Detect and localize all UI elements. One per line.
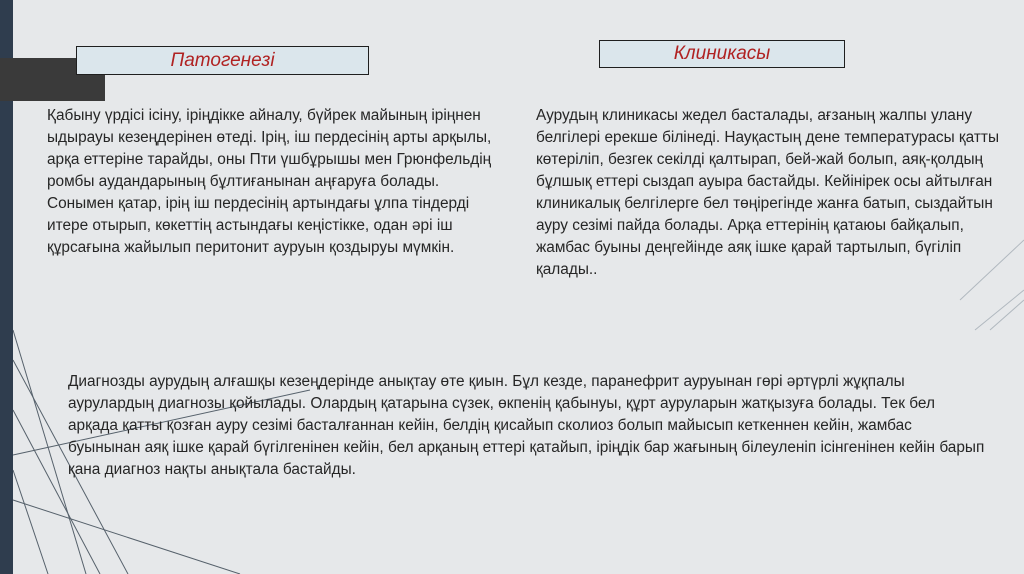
clinic-title bbox=[599, 40, 845, 68]
pathogenesis-title-text: Патогенезі bbox=[170, 49, 275, 71]
pathogenesis-title bbox=[76, 46, 369, 75]
diagnosis-text: Диагнозды аурудың алғашқы кезеңдерінде анықтау өте қиын. Бұл кезде, паранефрит ауруынан гөрі әртүрлі жұқпалы аурулардың диагнозы қойылады. Олардың қатарына сүзек, өкпенің қабынуы, құрт ауруларын жатқызуға болады. Тек бел арқада қатты қозған ауру сезімі басталғаннан кейін, белдің қисайып сколиоз болып майысып кеткеннен кейін, жамбас буынынан аяқ ішке қарай бүгілгенінен кейін, бел арқаның еттері қатайып, іріңдік бар жағының білеуленіп ісінгенінен кейін барып қана диагноз нақты анықтала бастайды. bbox=[68, 373, 985, 478]
clinic-title-text: Клиникасы bbox=[673, 43, 771, 64]
clinic-text: Аурудың клиникасы жедел басталады, ағзаның жалпы улану белгілері ерекше білінеді. Науқастың дене температурасы қатты көтеріліп, безгек секілді қалтырап, бей-жай болып, аяқ-қолдың бұлшық еттері сыздап ауыра бастайды. Кейінірек осы айтылған клиникалық белгілерге бел төңірегінде жанға батып, сыздайтын ауру сезімі пайда болады. Арқа еттерінің қатаюы байқалып, жамбас буыны деңгейінде аяқ ішке қарай тартылып, бүгіліп қалады.. bbox=[536, 107, 1000, 278]
pathogenesis-text: Қабыну үрдісі ісіну, іріңдікке айналу, бүйрек майының іріңнен ыдырауы кезеңдерінен өтеді. Ірің, іш пердесінің арты арқылы, арқа еттеріне тарайды, оны Пти үшбұрышы мен Грюнфельдің ромбы аудандарының бұлтиғанынан аңғаруға болады. Сонымен қатар, ірің іш пердесінің артындағы ұлпа тіндерді итере отырып, көкеттің астындағы кеңістікке, одан әрі іш құрсағына жайылып перитонит ауруын қоздыруы мүмкін. bbox=[47, 107, 492, 256]
